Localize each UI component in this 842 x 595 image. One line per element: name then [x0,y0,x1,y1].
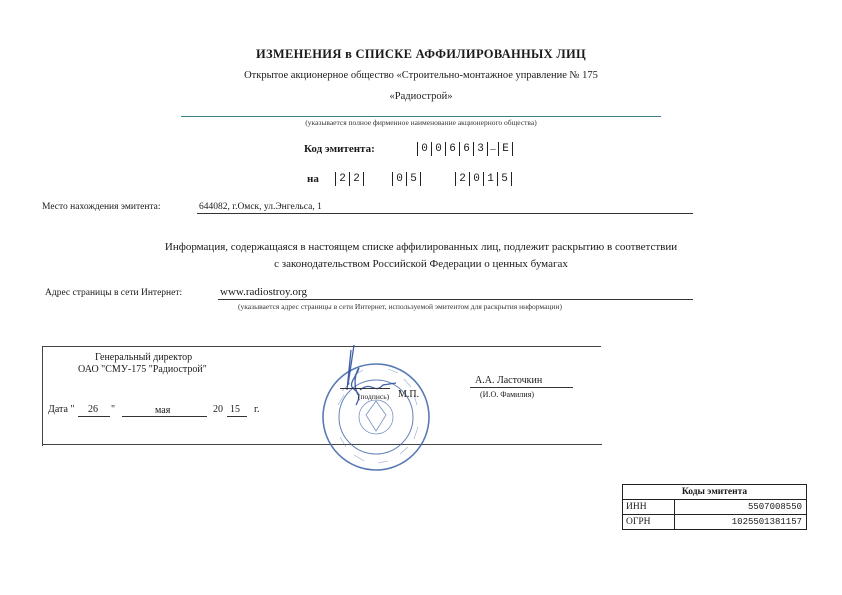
stamp-label: М.П. [398,389,420,400]
website-value: www.radiostroy.org [220,286,307,298]
date-digit: 2 [335,172,349,186]
signatory-position-line1: Генеральный директор [95,352,193,363]
signing-date-suffix: г. [254,404,260,415]
location-value: 644082, г.Омск, ул.Энгельса, 1 [199,202,322,212]
signing-date-day-underline [78,416,110,417]
code-key: ИНН [623,500,675,514]
signatory-position-line2: ОАО "СМУ-175 "Радиострой" [78,364,207,375]
issuer-code-digit: 6 [459,142,473,156]
location-underline [197,213,693,214]
issuer-codes-title: Коды эмитента [681,487,748,497]
organization-note: (указывается полное фирменное наименование акционерного общества) [305,118,537,127]
date-digit: 5 [497,172,512,186]
signatory-name-underline [470,387,573,388]
issuer-code-digit: 6 [445,142,459,156]
signing-date-prefix: Дата " [48,404,75,415]
code-key: ОГРН [623,515,675,529]
signature-label: (подпись) [358,392,390,401]
signing-date-year: 15 [230,404,240,415]
location-label: Место нахождения эмитента: [42,202,161,212]
signing-date-day: 26 [88,404,98,415]
issuer-code-label: Код эмитента: [304,143,375,155]
organization-name-line2: «Радиострой» [389,91,453,102]
website-note: (указывается адрес страницы в сети Интернет, используемой эмитентом для раскрытия информации) [238,302,562,311]
code-value: 5507008550 [747,502,802,512]
date-digit: 1 [483,172,497,186]
signing-date-month: мая [155,405,171,416]
organization-name-line1: Открытое акционерное общество «Строительно-монтажное управление № 175 [244,70,598,81]
date-as-of-month [392,172,421,186]
issuer-codes-table [622,484,807,530]
code-value: 1025501381157 [731,517,802,527]
issuer-code-boxes [417,142,513,156]
disclosure-text-line1: Информация, содержащаяся в настоящем списке аффилированных лиц, подлежит раскрытию в соответствии [164,241,678,253]
disclosure-text-line2: с законодательством Российской Федерации о ценных бумагах [274,258,568,270]
issuer-code-dash: – [490,143,496,155]
date-as-of-label: на [307,173,319,185]
company-stamp-icon [318,335,438,475]
signing-date-year-prefix: 20 [213,404,223,415]
date-as-of-year [455,172,512,186]
signature-line [340,388,390,389]
table-row [623,499,806,514]
date-digit: 2 [455,172,469,186]
signing-date-month-underline [122,416,207,417]
issuer-code-suffix: E [498,142,513,156]
website-underline [218,299,693,300]
signatory-name-note: (И.О. Фамилия) [480,390,535,399]
table-row [623,514,806,529]
issuer-code-digit: 3 [473,142,488,156]
issuer-code-digit: 0 [417,142,431,156]
date-as-of-day [335,172,364,186]
issuer-code-digit: 0 [431,142,445,156]
website-label: Адрес страницы в сети Интернет: [45,288,183,298]
date-digit: 0 [469,172,483,186]
signatory-name: А.А. Ласточкин [475,375,543,386]
date-digit: 0 [392,172,406,186]
date-digit: 2 [349,172,364,186]
signing-date-quote: " [111,404,116,415]
date-digit: 5 [406,172,421,186]
organization-underline [181,116,661,117]
signing-date-year-underline [227,416,247,417]
document-title: ИЗМЕНЕНИЯ в СПИСКЕ АФФИЛИРОВАННЫХ ЛИЦ [255,47,587,61]
